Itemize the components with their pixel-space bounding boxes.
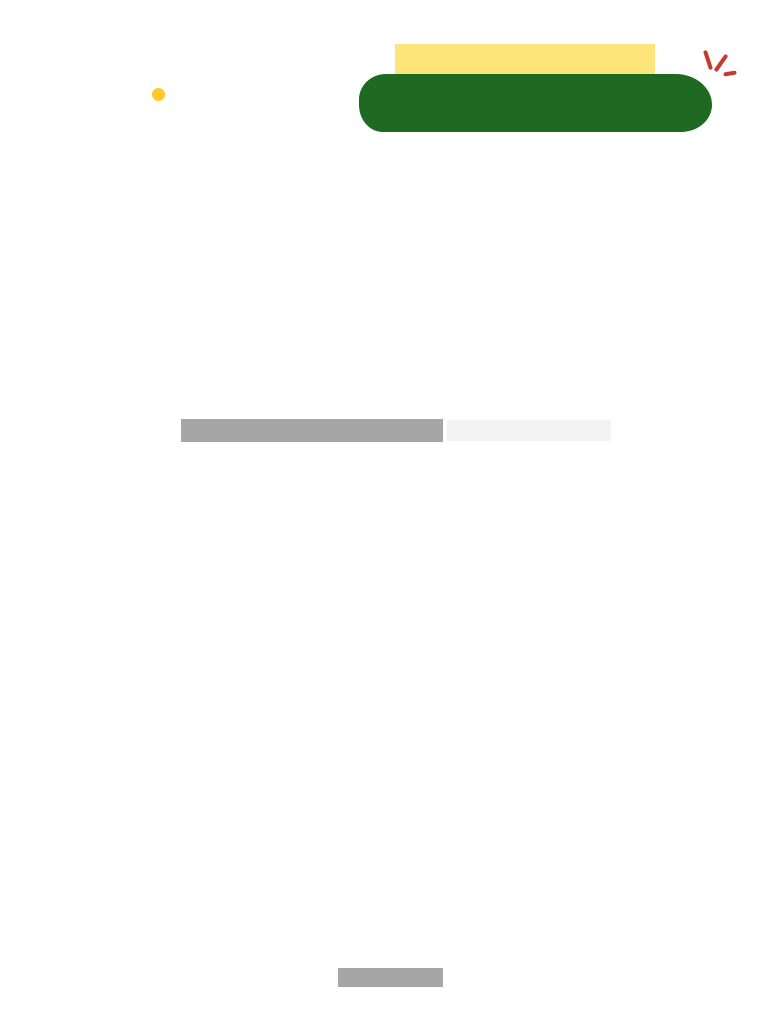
instruction-label bbox=[181, 419, 443, 442]
mundo-kids-logo bbox=[62, 36, 212, 140]
times-selected-label bbox=[338, 968, 443, 987]
circle-instruction bbox=[447, 420, 611, 441]
spark-decoration bbox=[703, 50, 713, 70]
title-highlight bbox=[395, 44, 655, 78]
spark-decoration bbox=[714, 54, 729, 73]
title-banner bbox=[359, 74, 712, 132]
logo-dot bbox=[152, 88, 165, 101]
spark-decoration bbox=[723, 70, 736, 76]
